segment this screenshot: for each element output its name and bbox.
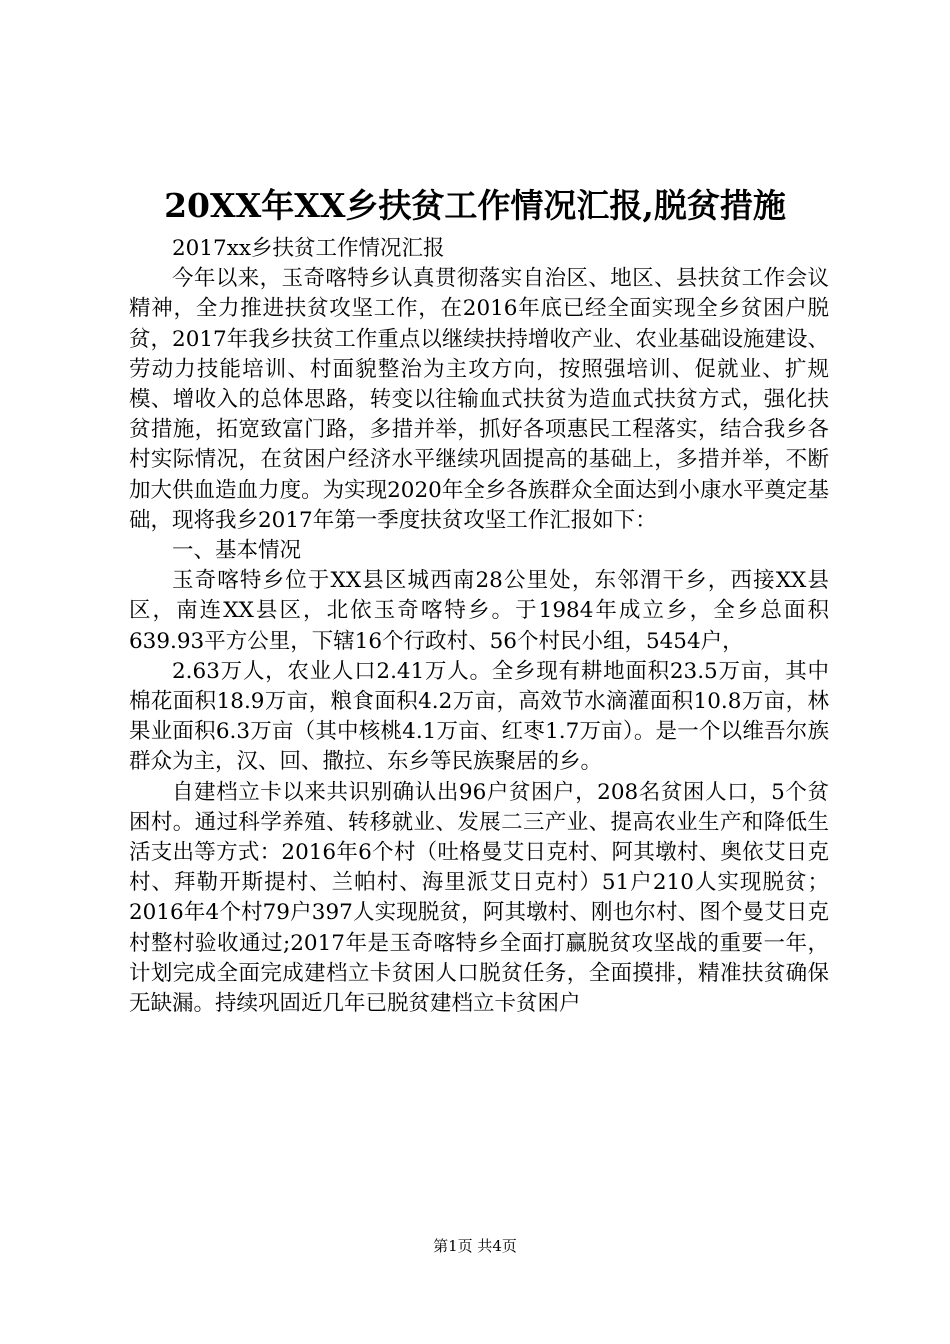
body-paragraph: 今年以来，玉奇喀特乡认真贯彻落实自治区、地区、县扶贫工作会议精神，全力推进扶贫攻坚工作，在2016年底已经全面实现全乡贫困户脱贫，2017年我乡扶贫工作重点以继续扶持增收产业、农业基础设施建设、劳动力技能培训、村面貌整治为主攻方向，按照强培训、促就业、扩规模、增收入的总体思路，转变以往输血式扶贫为造血式扶贫方式，强化扶贫措施，拓宽致富门路，多措并举，抓好各项惠民工程落实，结合我乡各村实际情况，在贫困户经济水平继续巩固提高的基础上，多措并举，不断加大供血造血力度。为实现2020年全乡各族群众全面达到小康水平奠定基础，现将我乡2017年第一季度扶贫攻坚工作汇报如下： <box>129 266 829 533</box>
body-paragraph: 自建档立卡以来共识别确认出96户贫困户，208名贫困人口，5个贫困村。通过科学养殖、转移就业、发展二三产业、提高农业生产和降低生活支出等方式：2016年6个村（吐格曼艾日克村、阿其墩村、奥依艾日克村、拜勒开斯提村、兰帕村、海里派艾日克村）51户210人实现脱贫；2016年4个村79户397人实现脱贫，阿其墩村、刚也尔村、图个曼艾日克村整村验收通过;2017年是玉奇喀特乡全面打赢脱贫攻坚战的重要一年，计划完成全面完成建档立卡贫困人口脱贫任务，全面摸排，精准扶贫确保无缺漏。持续巩固近几年已脱贫建档立卡贫困户 <box>129 779 829 1017</box>
body-paragraph: 玉奇喀特乡位于XX县区城西南28公里处，东邻渭干乡，西接XX县区，南连XX县区，北依玉奇喀特乡。于1984年成立乡，全乡总面积639.93平方公里，下辖16个行政村、56个村民小组，5454户， <box>129 568 829 654</box>
body-paragraph: 2.63万人，农业人口2.41万人。全乡现有耕地面积23.5万亩，其中棉花面积18.9万亩，粮食面积4.2万亩，高效节水滴灌面积10.8万亩，林果业面积6.3万亩（其中核桃4.1万亩、红枣1.7万亩）。是一个以维吾尔族群众为主，汉、回、撒拉、东乡等民族聚居的乡。 <box>129 658 829 775</box>
page-footer: 第1页 共4页 <box>433 1237 517 1255</box>
section-heading: 一、基本情况 <box>172 538 302 564</box>
document-title: 20XX年XX乡扶贫工作情况汇报,脱贫措施 <box>164 186 786 225</box>
document-body <box>129 234 829 1019</box>
subtitle-paragraph: 2017xx乡扶贫工作情况汇报 <box>172 236 445 261</box>
